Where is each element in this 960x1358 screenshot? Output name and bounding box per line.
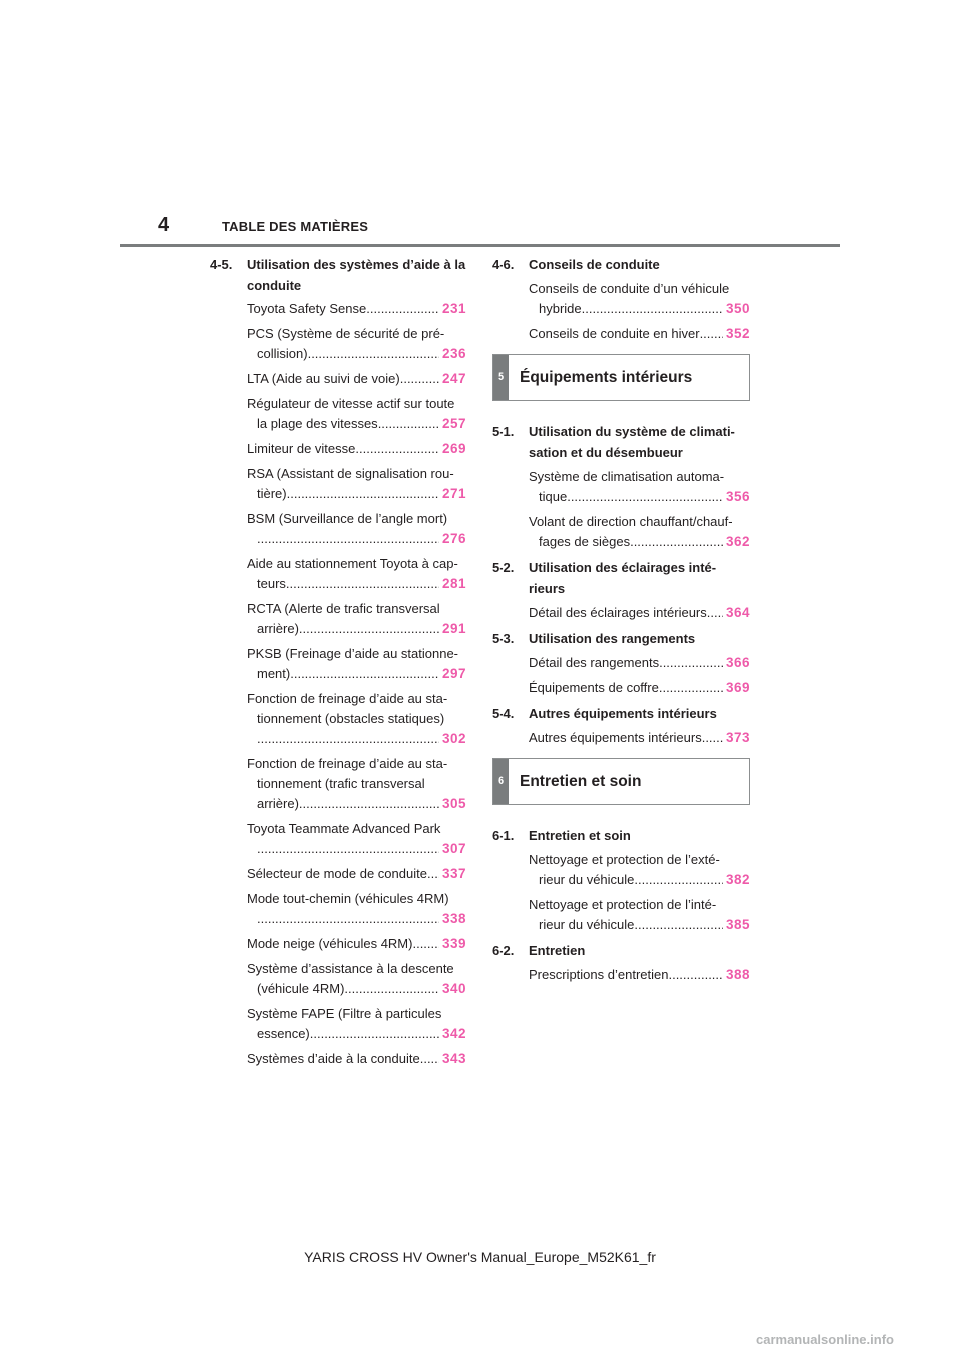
page-link[interactable]: 276 bbox=[441, 531, 466, 546]
section-heading[interactable] bbox=[492, 628, 750, 649]
section-number: 4-5. bbox=[210, 257, 233, 272]
toc-entry-text: PKSB (Freinage d’aide au stationne- bbox=[247, 646, 459, 661]
toc-entry[interactable] bbox=[492, 279, 750, 319]
page-link[interactable]: 271 bbox=[441, 486, 466, 501]
toc-entry[interactable] bbox=[210, 299, 466, 319]
page-link[interactable]: 339 bbox=[441, 936, 466, 951]
toc-entry[interactable] bbox=[492, 653, 750, 673]
section-number: 5-2. bbox=[492, 560, 515, 575]
dot-leader bbox=[378, 414, 439, 434]
toc-entry-list bbox=[492, 728, 750, 748]
dot-leader bbox=[257, 529, 439, 549]
toc-entry-text: Systèmes d’aide à la conduite bbox=[247, 1051, 420, 1066]
section-heading[interactable] bbox=[492, 825, 750, 846]
toc-entry-text: arrière) bbox=[257, 621, 299, 636]
page-link[interactable]: 281 bbox=[441, 576, 466, 591]
toc-entry-text: arrière) bbox=[257, 796, 299, 811]
dot-leader bbox=[700, 324, 723, 344]
toc-entry-text: Système d’assistance à la descente bbox=[247, 961, 454, 976]
page-link[interactable]: 307 bbox=[441, 841, 466, 856]
dot-leader bbox=[290, 664, 439, 684]
section-heading[interactable] bbox=[492, 703, 750, 724]
watermark: carmanualsonline.info bbox=[756, 1332, 894, 1347]
page-link[interactable]: 340 bbox=[441, 981, 466, 996]
section-title: Utilisation du système de climati-sation et du désembueur bbox=[529, 424, 735, 460]
toc-entry-text: hybride bbox=[539, 301, 582, 316]
toc-entry-text: Mode neige (véhicules 4RM) bbox=[247, 936, 413, 951]
page-link[interactable]: 297 bbox=[441, 666, 466, 681]
page-link[interactable]: 364 bbox=[725, 605, 750, 620]
toc-entry[interactable] bbox=[210, 689, 466, 749]
page-link[interactable]: 385 bbox=[725, 917, 750, 932]
toc-entry-list bbox=[492, 850, 750, 935]
section-number: 5-4. bbox=[492, 706, 515, 721]
section-title: Utilisation des éclairages inté-rieurs bbox=[529, 560, 717, 596]
toc-entry[interactable] bbox=[492, 467, 750, 507]
toc-entry[interactable] bbox=[210, 959, 466, 999]
dot-leader bbox=[299, 794, 439, 814]
page-link[interactable]: 247 bbox=[441, 371, 466, 386]
toc-entry-text: Conseils de conduite d’un véhicule bbox=[529, 281, 730, 296]
toc-entry-text: Autres équipements intérieurs bbox=[529, 730, 702, 745]
toc-entry-text: collision) bbox=[257, 346, 308, 361]
page-link[interactable]: 343 bbox=[441, 1051, 466, 1066]
toc-entry-text: Détail des éclairages intérieurs bbox=[529, 605, 707, 620]
dot-leader bbox=[412, 934, 439, 954]
toc-entry-text: Prescriptions d’entretien bbox=[529, 967, 669, 982]
toc-entry[interactable] bbox=[210, 1049, 466, 1069]
dot-leader bbox=[287, 484, 439, 504]
toc-entry-text: essence) bbox=[257, 1026, 310, 1041]
toc-entry-text: Régulateur de vitesse actif sur toute bbox=[247, 396, 455, 411]
dot-leader bbox=[420, 1049, 439, 1069]
toc-entry-list bbox=[492, 279, 750, 344]
toc-entry-text: Nettoyage et protection de l’inté- bbox=[529, 897, 717, 912]
toc-entry[interactable] bbox=[210, 819, 466, 859]
toc-entry-text: tionnement (obstacles statiques) bbox=[257, 711, 445, 726]
page-link[interactable]: 337 bbox=[441, 866, 466, 881]
section-title: Entretien bbox=[529, 943, 586, 958]
toc-entry[interactable] bbox=[492, 512, 750, 552]
page-link[interactable]: 305 bbox=[441, 796, 466, 811]
section-heading[interactable] bbox=[210, 254, 466, 296]
toc-entry[interactable] bbox=[210, 889, 466, 929]
page-link[interactable]: 269 bbox=[441, 441, 466, 456]
page-link[interactable]: 302 bbox=[441, 731, 466, 746]
toc-entry[interactable] bbox=[210, 369, 466, 389]
dot-leader bbox=[659, 678, 723, 698]
toc-entry-text: ment) bbox=[257, 666, 291, 681]
page-link[interactable]: 291 bbox=[441, 621, 466, 636]
toc-entry[interactable] bbox=[492, 895, 750, 935]
dot-leader bbox=[427, 864, 439, 884]
toc-entry-text: la plage des vitesses bbox=[257, 416, 378, 431]
toc-entry-text: fages de sièges bbox=[539, 534, 631, 549]
page-link[interactable]: 257 bbox=[441, 416, 466, 431]
page-link[interactable]: 382 bbox=[725, 872, 750, 887]
dot-leader bbox=[707, 603, 723, 623]
dot-leader bbox=[634, 870, 723, 890]
dot-leader bbox=[355, 439, 439, 459]
toc-entry-text: Système de climatisation automa- bbox=[529, 469, 725, 484]
dot-leader bbox=[344, 979, 439, 999]
toc-entry-text: Toyota Safety Sense bbox=[247, 301, 367, 316]
toc-entry-list bbox=[492, 603, 750, 623]
chapter-tab: 5 bbox=[493, 355, 509, 400]
header-divider bbox=[120, 244, 840, 247]
section-number: 5-3. bbox=[492, 631, 515, 646]
toc-right-column bbox=[492, 254, 750, 990]
toc-entry-text: Nettoyage et protection de l’exté- bbox=[529, 852, 720, 867]
toc-entry[interactable] bbox=[210, 864, 466, 884]
section-heading[interactable] bbox=[492, 557, 750, 599]
toc-entry[interactable] bbox=[210, 324, 466, 364]
toc-entry[interactable] bbox=[210, 509, 466, 549]
toc-entry-text: tière) bbox=[257, 486, 287, 501]
toc-entry[interactable] bbox=[210, 754, 466, 814]
section-number: 6-1. bbox=[492, 828, 515, 843]
dot-leader bbox=[257, 839, 439, 859]
toc-entry-text: Conseils de conduite en hiver bbox=[529, 326, 700, 341]
toc-left-column bbox=[210, 254, 466, 1074]
section-number: 6-2. bbox=[492, 943, 515, 958]
section-title: Entretien et soin bbox=[529, 828, 631, 843]
page-link[interactable]: 388 bbox=[725, 967, 750, 982]
page-link[interactable]: 342 bbox=[441, 1026, 466, 1041]
chapter-tab: 6 bbox=[493, 759, 509, 804]
dot-leader bbox=[702, 728, 723, 748]
dot-leader bbox=[257, 729, 439, 749]
toc-entry-text: (véhicule 4RM) bbox=[257, 981, 345, 996]
page-link[interactable]: 350 bbox=[725, 301, 750, 316]
dot-leader bbox=[582, 299, 723, 319]
section-title: Utilisation des rangements bbox=[529, 631, 696, 646]
dot-leader bbox=[400, 369, 439, 389]
page-number: 4 bbox=[158, 214, 170, 236]
chapter-title: Équipements intérieurs bbox=[520, 369, 693, 386]
dot-leader bbox=[659, 653, 723, 673]
toc-entry[interactable] bbox=[492, 965, 750, 985]
toc-entry[interactable] bbox=[210, 394, 466, 434]
page-link[interactable]: 338 bbox=[441, 911, 466, 926]
toc-entry-text: Aide au stationnement Toyota à cap- bbox=[247, 556, 458, 571]
toc-entry-text: Fonction de freinage d’aide au sta- bbox=[247, 691, 448, 706]
dot-leader bbox=[366, 299, 439, 319]
toc-entry-list bbox=[492, 965, 750, 985]
section-number: 5-1. bbox=[492, 424, 515, 439]
page-link[interactable]: 366 bbox=[725, 655, 750, 670]
toc-entry[interactable] bbox=[492, 603, 750, 623]
dot-leader bbox=[634, 915, 723, 935]
toc-entry[interactable] bbox=[210, 554, 466, 594]
toc-entry[interactable] bbox=[492, 728, 750, 748]
section-heading[interactable] bbox=[492, 254, 750, 275]
dot-leader bbox=[257, 909, 439, 929]
toc-entry-text: RCTA (Alerte de trafic transversal bbox=[247, 601, 440, 616]
page-title: TABLE DES MATIÈRES bbox=[222, 219, 369, 234]
chapter-title: Entretien et soin bbox=[520, 773, 642, 790]
dot-leader bbox=[630, 532, 723, 552]
dot-leader bbox=[567, 487, 723, 507]
chapter-6-banner[interactable] bbox=[492, 758, 750, 805]
toc-entry[interactable] bbox=[210, 1004, 466, 1044]
toc-entry-text: teurs bbox=[257, 576, 286, 591]
section-heading[interactable] bbox=[492, 940, 750, 961]
section-title: Utilisation des systèmes d’aide à la conduite bbox=[247, 257, 466, 293]
toc-entry[interactable] bbox=[492, 324, 750, 344]
toc-entry[interactable] bbox=[210, 599, 466, 639]
section-title: Autres équipements intérieurs bbox=[529, 706, 717, 721]
toc-entry-text: PCS (Système de sécurité de pré- bbox=[247, 326, 445, 341]
toc-entry-text: Toyota Teammate Advanced Park bbox=[247, 821, 441, 836]
toc-entry-list bbox=[492, 467, 750, 552]
toc-entry-list bbox=[210, 299, 466, 1069]
toc-entry-text: tique bbox=[539, 489, 568, 504]
footer-manual-id: YARIS CROSS HV Owner's Manual_Europe_M52K61_fr bbox=[304, 1249, 656, 1265]
page-link[interactable]: 352 bbox=[725, 326, 750, 341]
toc-entry-text: rieur du véhicule bbox=[539, 917, 635, 932]
toc-entry-text: Sélecteur de mode de conduite bbox=[247, 866, 427, 881]
toc-entry[interactable] bbox=[210, 464, 466, 504]
toc-entry[interactable] bbox=[210, 644, 466, 684]
section-number: 4-6. bbox=[492, 257, 515, 272]
toc-entry[interactable] bbox=[210, 439, 466, 459]
toc-entry-text: BSM (Surveillance de l’angle mort) bbox=[247, 511, 448, 526]
section-heading[interactable] bbox=[492, 421, 750, 463]
dot-leader bbox=[668, 965, 723, 985]
dot-leader bbox=[310, 1024, 439, 1044]
section-title: Conseils de conduite bbox=[529, 257, 660, 272]
toc-entry[interactable] bbox=[210, 934, 466, 954]
toc-entry-text: Détail des rangements bbox=[529, 655, 660, 670]
toc-entry-text: Équipements de coffre bbox=[529, 680, 659, 695]
toc-entry-text: tionnement (trafic transversal bbox=[257, 776, 425, 791]
toc-entry-text: Volant de direction chauffant/chauf- bbox=[529, 514, 733, 529]
page-link[interactable]: 356 bbox=[725, 489, 750, 504]
toc-entry-text: RSA (Assistant de signalisation rou- bbox=[247, 466, 454, 481]
page-link[interactable]: 231 bbox=[441, 301, 466, 316]
toc-entry-text: Limiteur de vitesse bbox=[247, 441, 356, 456]
toc-entry-text: Mode tout-chemin (véhicules 4RM) bbox=[247, 891, 449, 906]
dot-leader bbox=[286, 574, 439, 594]
chapter-5-banner[interactable] bbox=[492, 354, 750, 401]
toc-entry-list bbox=[492, 653, 750, 698]
toc-entry-text: LTA (Aide au suivi de voie) bbox=[247, 371, 400, 386]
page-link[interactable]: 369 bbox=[725, 680, 750, 695]
page-link[interactable]: 362 bbox=[725, 534, 750, 549]
page-link[interactable]: 373 bbox=[725, 730, 750, 745]
toc-entry[interactable] bbox=[492, 678, 750, 698]
toc-entry[interactable] bbox=[492, 850, 750, 890]
toc-entry-text: Système FAPE (Filtre à particules bbox=[247, 1006, 442, 1021]
dot-leader bbox=[308, 344, 439, 364]
dot-leader bbox=[299, 619, 439, 639]
toc-entry-text: rieur du véhicule bbox=[539, 872, 635, 887]
page-link[interactable]: 236 bbox=[441, 346, 466, 361]
toc-entry-text: Fonction de freinage d’aide au sta- bbox=[247, 756, 448, 771]
